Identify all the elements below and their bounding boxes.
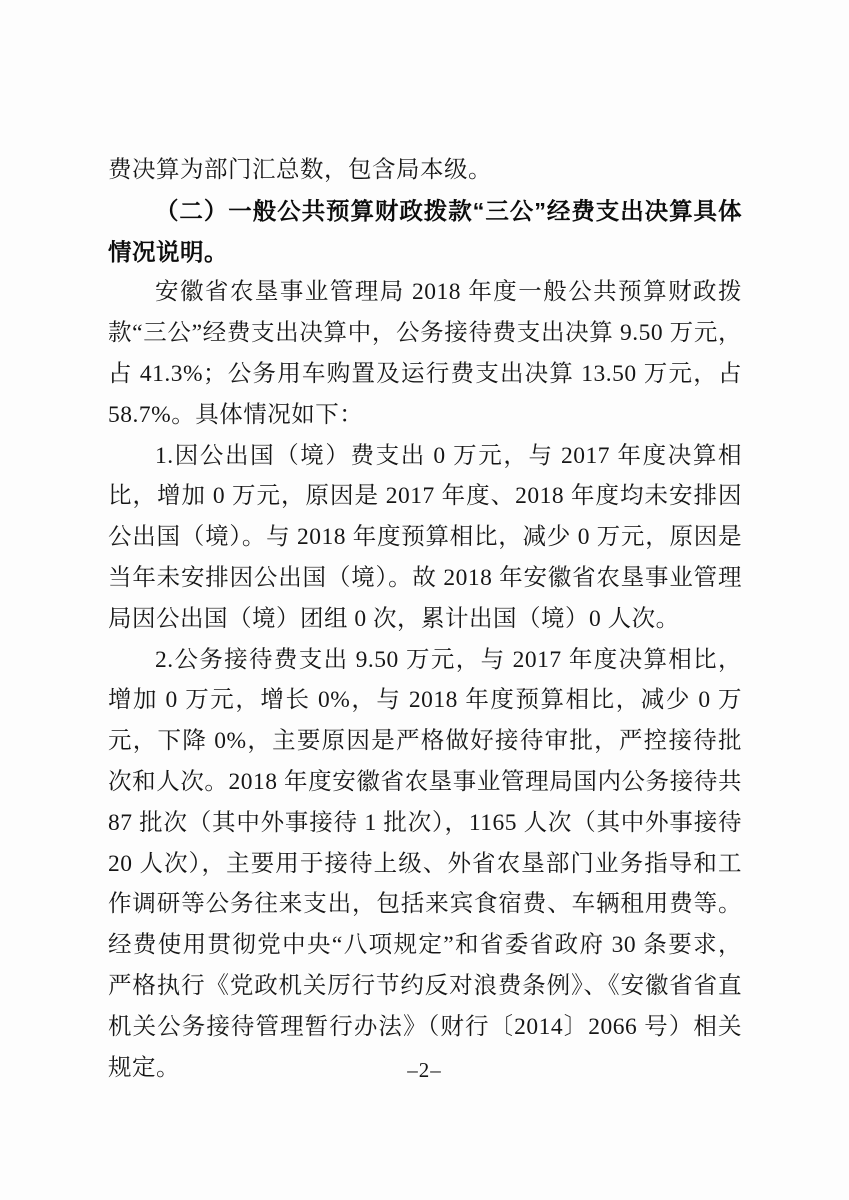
- paragraph-item-1-outbound-travel: 1.因公出国（境）费支出 0 万元，与 2017 年度决算相比，增加 0 万元，原因是 2017 年度、2018 年度均未安排因公出国（境）。与 2018 年度预算相比，减少 0 万元，原因是当年未安排因公出国（境）。故 2018 年安徽省农垦事业管理局因公出国（境）团组 0 次，累计出国（境）0 人次。: [108, 442, 742, 632]
- paragraph-continuation: 费决算为部门汇总数，包含局本级。: [108, 157, 492, 183]
- section-heading: （二）一般公共预算财政拨款“三公”经费支出决算具体情况说明。: [108, 197, 742, 265]
- paragraph-item-2-official-reception: 2.公务接待费支出 9.50 万元，与 2017 年度决算相比，增加 0 万元，增长 0%，与 2018 年度预算相比，减少 0 万元，下降 0%，主要原因是严格做好接待审批，严控接待批次和人次。2018 年度安徽省农垦事业管理局国内公务接待共 87 批次（其中外事接待 1 批次），1165 人次（其中外事接待 20 人次），主要用于接待上级、外省农垦部门业务指导和工作调研等公务往来支出，包括来宾食宿费、车辆租用费等。经费使用贯彻党中央“八项规定”和省委省政府 30 条要求，严格执行《党政机关厉行节约反对浪费条例》、《安徽省省直机关公务接待管理暂行办法》（财行〔2014〕2066 号）相关规定。: [108, 646, 742, 1081]
- paragraph-overview: 安徽省农垦事业管理局 2018 年度一般公共预算财政拨款“三公”经费支出决算中，公务接待费支出决算 9.50 万元，占 41.3%；公务用车购置及运行费支出决算 13.50 万元，占 58.7%。具体情况如下：: [108, 279, 742, 428]
- document-body: [108, 150, 742, 1088]
- page-number: –2–: [407, 1058, 442, 1082]
